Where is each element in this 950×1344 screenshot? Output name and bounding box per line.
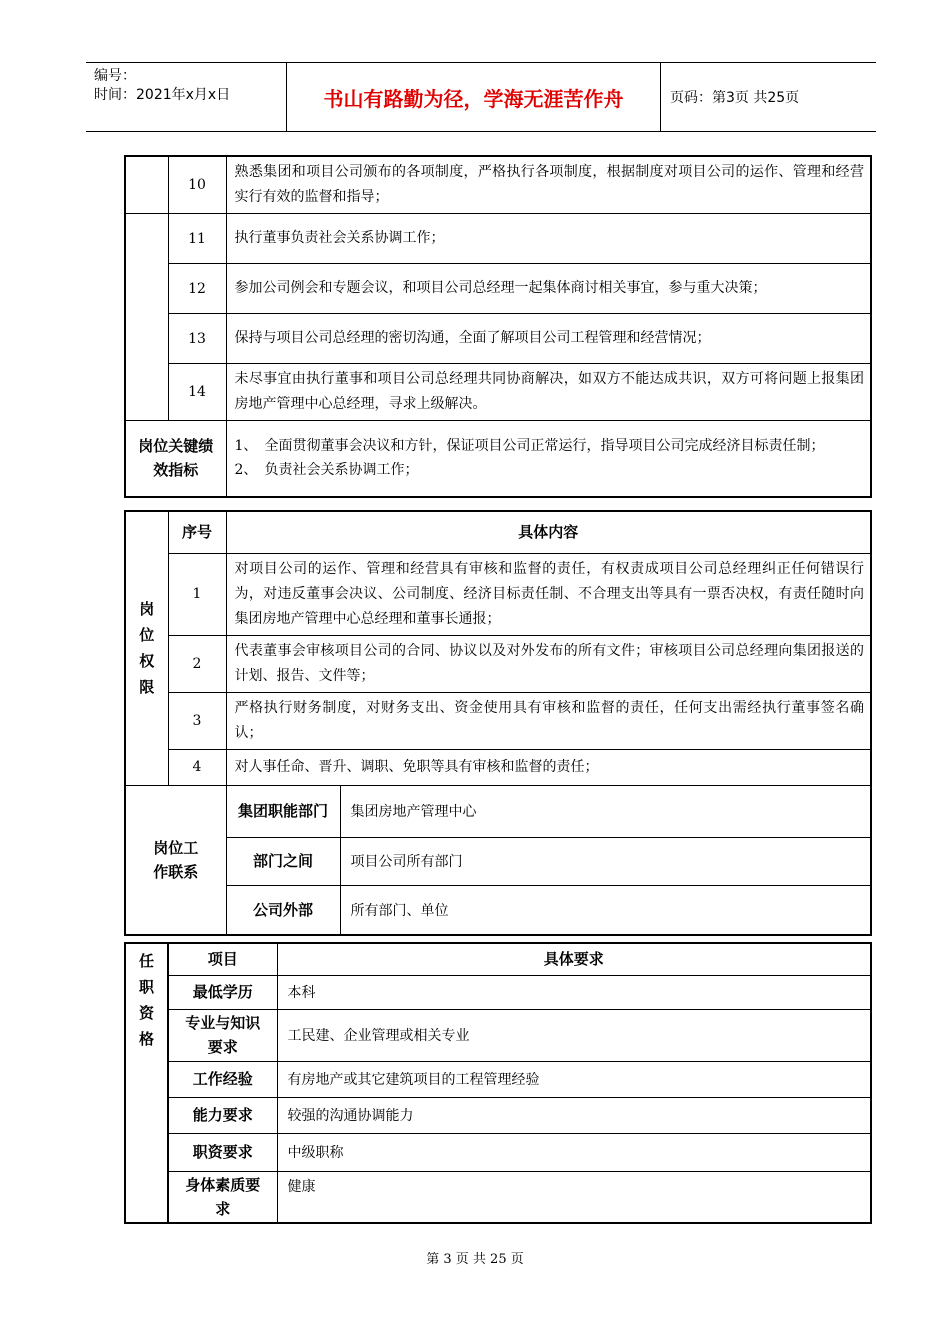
kpi-item-number: 1、	[234, 438, 258, 455]
qualification-value: 有房地产或其它建筑项目的工程管理经验	[277, 1061, 871, 1097]
code-label: 编号：	[94, 68, 136, 84]
qualifications-table	[124, 942, 872, 1224]
relation-value: 所有部门、单位	[340, 885, 871, 935]
kpi-item-number: 2、	[234, 462, 258, 479]
column-header-item: 项目	[168, 943, 277, 975]
column-header-no: 序号	[168, 511, 226, 553]
table-row	[125, 264, 871, 314]
relation-key: 部门之间	[226, 837, 340, 885]
table-row	[125, 692, 871, 749]
authority-text: 对项目公司的运作、管理和经营具有审核和监督的责任，有权责成项目公司总经理纠正任何错误行为，对违反董事会决议、公司制度、经济目标责任制、不合理支出等具有一票否决权，有责任随时向集团房地产管理中心总经理和董事长通报；	[226, 553, 871, 635]
kpi-row	[125, 421, 871, 497]
relation-key: 集团职能部门	[226, 785, 340, 837]
table-row	[125, 314, 871, 364]
qualification-key: 最低学历	[168, 975, 277, 1009]
qualification-value: 工民建、企业管理或相关专业	[277, 1009, 871, 1061]
authority-text: 代表董事会审核项目公司的合同、协议以及对外发布的所有文件；审核项目公司总经理向集团报送的计划、报告、文件等；	[226, 635, 871, 692]
table-row	[125, 1097, 871, 1133]
table-row	[125, 214, 871, 264]
relation-row	[125, 837, 871, 885]
authority-table	[124, 510, 872, 936]
duty-number: 14	[168, 364, 226, 421]
authority-text: 严格执行财务制度，对财务支出、资金使用具有审核和监督的责任，任何支出需经执行董事签名确认；	[226, 692, 871, 749]
table-header-row	[125, 943, 871, 975]
relation-row	[125, 785, 871, 837]
duty-text: 熟悉集团和项目公司颁布的各项制度，严格执行各项制度，根据制度对项目公司的运作、管理和经营实行有效的监督和指导；	[226, 156, 871, 214]
table-row	[125, 975, 871, 1009]
duty-text: 保持与项目公司总经理的密切沟通，全面了解项目公司工程管理和经营情况；	[226, 314, 871, 364]
qualification-key: 身体素质要求	[168, 1171, 277, 1223]
table-row	[125, 1061, 871, 1097]
qualification-key: 工作经验	[168, 1061, 277, 1097]
table-row	[125, 749, 871, 785]
header-meta	[86, 63, 287, 131]
table-row	[125, 1133, 871, 1171]
table-row	[125, 1171, 871, 1223]
duty-text: 未尽事宜由执行董事和项目公司总经理共同协商解决，如双方不能达成共识，双方可将问题上报集团房地产管理中心总经理，寻求上级解决。	[226, 364, 871, 421]
section-label-cell	[125, 156, 168, 214]
duty-text: 参加公司例会和专题会议，和项目公司总经理一起集体商讨相关事宜，参与重大决策；	[226, 264, 871, 314]
table-header-row	[125, 511, 871, 553]
duty-number: 12	[168, 264, 226, 314]
kpi-item	[235, 434, 865, 458]
qualifications-label: 任职资格	[125, 943, 168, 1223]
relation-value: 集团房地产管理中心	[340, 785, 871, 837]
column-header-content: 具体内容	[226, 511, 871, 553]
table-row	[125, 635, 871, 692]
duty-number: 13	[168, 314, 226, 364]
column-header-requirement: 具体要求	[277, 943, 871, 975]
table-row	[125, 1009, 871, 1061]
qualification-key: 专业与知识要求	[168, 1009, 277, 1061]
qualification-value: 较强的沟通协调能力	[277, 1097, 871, 1133]
authority-number: 4	[168, 749, 226, 785]
table-row	[125, 553, 871, 635]
qualification-key: 职资要求	[168, 1133, 277, 1171]
page-footer: 第 3 页 共 25 页	[426, 1252, 524, 1267]
page-header	[86, 62, 876, 132]
kpi-item	[235, 458, 865, 482]
relation-key: 公司外部	[226, 885, 340, 935]
authority-text: 对人事任命、晋升、调职、免职等具有审核和监督的责任；	[226, 749, 871, 785]
kpi-item-text: 负责社会关系协调工作；	[264, 462, 419, 479]
kpi-label: 岗位关键绩效指标	[125, 421, 226, 497]
kpi-content	[226, 421, 871, 497]
authority-number: 2	[168, 635, 226, 692]
qualification-key: 能力要求	[168, 1097, 277, 1133]
relations-label: 岗位工作联系	[125, 785, 226, 935]
table-row	[125, 364, 871, 421]
qualification-value: 本科	[277, 975, 871, 1009]
authority-number: 3	[168, 692, 226, 749]
header-page-info: 页码：第3页 共25页	[670, 90, 800, 106]
duties-table	[124, 155, 872, 498]
authority-label: 岗位权限	[125, 511, 168, 785]
duty-text: 执行董事负责社会关系协调工作；	[226, 214, 871, 264]
relation-value: 项目公司所有部门	[340, 837, 871, 885]
section-label-cell	[125, 214, 168, 421]
relation-row	[125, 885, 871, 935]
kpi-item-text: 全面贯彻董事会决议和方针，保证项目公司正常运行，指导项目公司完成经济目标责任制；	[264, 438, 825, 455]
time-label: 时间：2021年x月x日	[94, 87, 231, 103]
duty-number: 10	[168, 156, 226, 214]
duty-number: 11	[168, 214, 226, 264]
qualification-value: 健康	[277, 1171, 871, 1223]
header-motto: 书山有路勤为径，学海无涯苦作舟	[287, 63, 661, 131]
authority-number: 1	[168, 553, 226, 635]
qualification-value: 中级职称	[277, 1133, 871, 1171]
table-row	[125, 156, 871, 214]
